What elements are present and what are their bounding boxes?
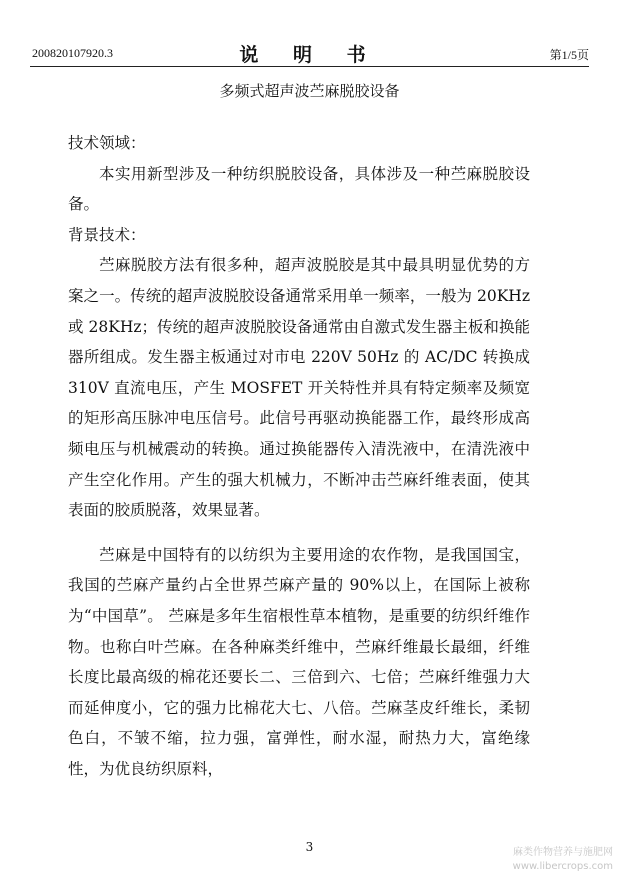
- patent-number: 200820107920.3: [32, 46, 113, 60]
- invention-title: 多频式超声波苎麻脱胶设备: [219, 82, 400, 100]
- watermark-url: www.libercrops.com: [512, 861, 613, 872]
- background-paragraph-2: 苎麻是中国特有的以纺织为主要用途的农作物，是我国国宝，我国的苎麻产量约占全世界苎麻产量的 90%以上，在国际上被称为“中国草”。 苎麻是多年生宿根性草本植物，是重要的纺织纤维作物。也称白叶苎麻。在各种麻类纤维中，苎麻纤维最长最细，纤维长度比最高级的棉花还要长二、三倍到六、七倍；苎麻纤维强力大而延伸度小，它的强力比棉花大七、八倍。苎麻茎皮纤维长，柔韧色白，不皱不缩，拉力强，富弹性，耐水湿，耐热力大，富绝缘性，为优良纺织原料，: [68, 545, 530, 778]
- background-heading: 背景技术：: [68, 225, 146, 244]
- site-watermark: [513, 846, 613, 874]
- page-indicator: 第1/5页: [549, 48, 589, 62]
- field-heading: 技术领域：: [68, 134, 146, 152]
- header-rule: [30, 66, 589, 67]
- page-number: 3: [305, 840, 314, 854]
- document-type-title: 说 明 书: [239, 44, 380, 66]
- watermark-site-name: 麻类作物营养与施肥网: [513, 847, 613, 858]
- document-body: [68, 128, 530, 784]
- background-paragraph-1: 苎麻脱胶方法有很多种，超声波脱胶是其中最具明显优势的方案之一。传统的超声波脱胶设备通常采用单一频率，一般为 20KHz 或 28KHz；传统的超声波脱胶设备通常由自激式发生器主板和换能器所组成。发生器主板通过对市电 220V 50Hz 的 AC/DC 转换成 310V 直流电压，产生 MOSFET 开关特性并具有特定频率及频宽的矩形高压脉冲电压信号。此信号再驱动换能器工作，最终形成高频电压与机械震动的转换。通过换能器传入清洗液中，在清洗液中产生空化作用。产生的强大机械力，不断冲击苎麻纤维表面，使其表面的胶质脱落，效果显著。: [68, 256, 530, 520]
- field-paragraph: 本实用新型涉及一种纺织脱胶设备，具体涉及一种苎麻脱胶设备。: [68, 164, 530, 214]
